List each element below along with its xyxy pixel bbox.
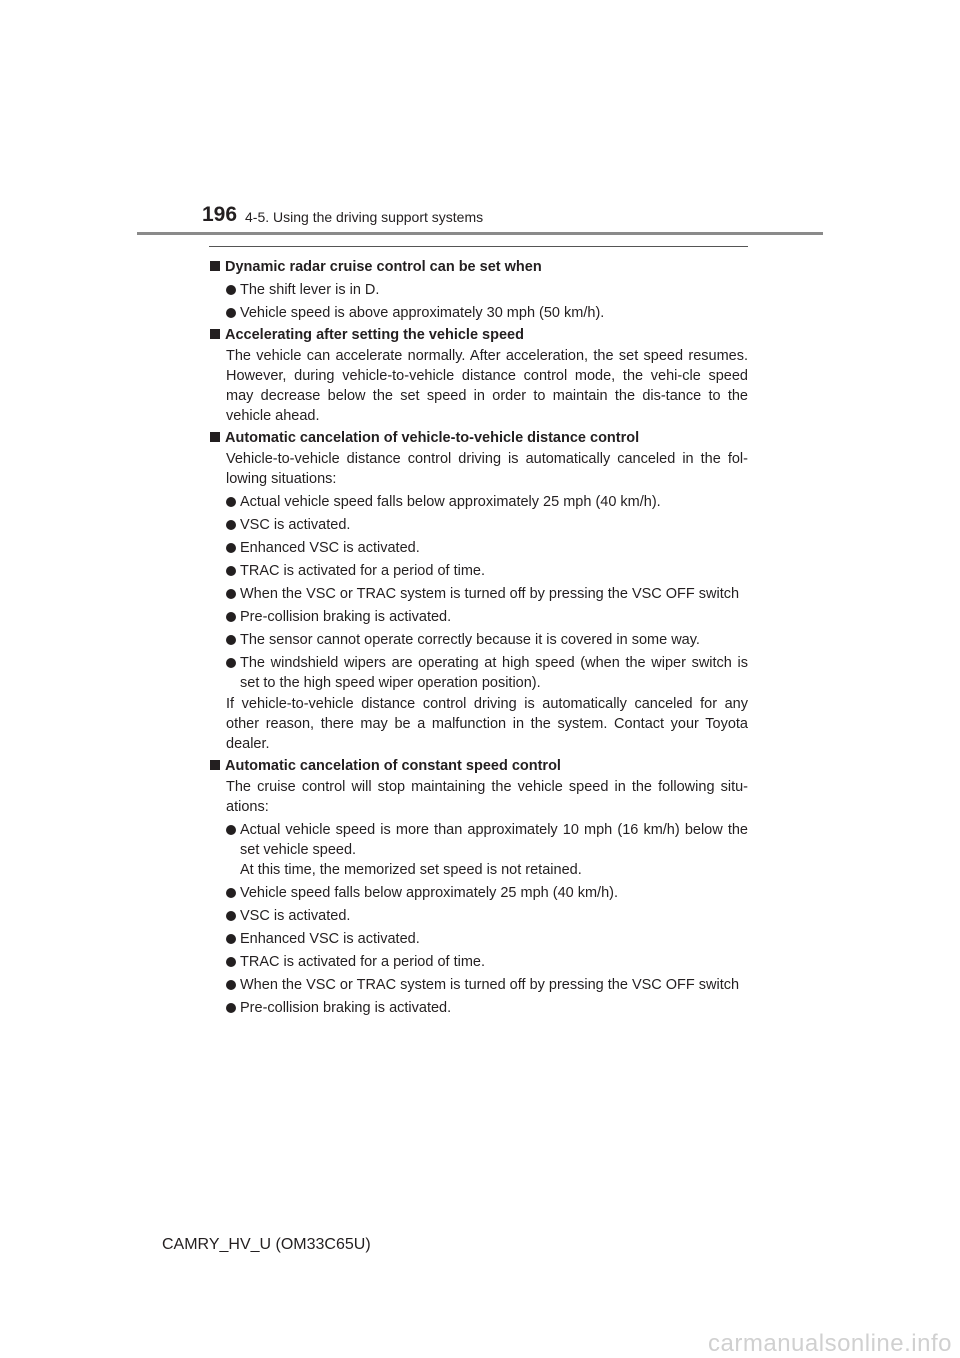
manual-content xyxy=(210,255,748,1020)
section-heading xyxy=(210,756,748,776)
list-item-text: TRAC is activated for a period of time. xyxy=(240,954,485,970)
square-bullet-icon xyxy=(210,261,220,271)
list-item-text: Enhanced VSC is activated. xyxy=(240,540,420,556)
round-bullet-icon xyxy=(226,934,236,944)
round-bullet-icon xyxy=(226,888,236,898)
list-item-text: Vehicle speed falls below approximately 25 mph (40 km/h). xyxy=(240,885,618,901)
bullet-list xyxy=(210,492,748,693)
list-item-text: The windshield wipers are operating at high speed (when the wiper switch is set to the high speed wiper operation position). xyxy=(240,655,748,691)
round-bullet-icon xyxy=(226,825,236,835)
section-heading xyxy=(210,257,748,277)
list-item-text: When the VSC or TRAC system is turned off by pressing the VSC OFF switch xyxy=(240,977,740,993)
watermark: carmanualsonline.info xyxy=(708,1330,952,1357)
section-heading xyxy=(210,428,748,448)
list-item xyxy=(210,929,748,949)
section-paragraph: The cruise control will stop maintaining the vehicle speed in the following situ-ations: xyxy=(226,779,748,815)
list-item xyxy=(210,820,748,880)
list-item xyxy=(210,998,748,1018)
section-heading-text: Automatic cancelation of vehicle-to-vehicle distance control xyxy=(225,430,640,446)
list-item xyxy=(210,630,748,650)
square-bullet-icon xyxy=(210,760,220,770)
section-paragraph: Vehicle-to-vehicle distance control driving is automatically canceled in the fol-lowing situations: xyxy=(226,451,748,487)
round-bullet-icon xyxy=(226,543,236,553)
document-code: CAMRY_HV_U (OM33C65U) xyxy=(162,1236,371,1253)
list-item-text: The sensor cannot operate correctly because it is covered in some way. xyxy=(240,632,700,648)
list-item xyxy=(210,538,748,558)
list-item xyxy=(210,607,748,627)
content-top-rule xyxy=(209,246,748,247)
section-paragraph: The vehicle can accelerate normally. After acceleration, the set speed resumes. However, during vehicle-to-vehicle distance control mode, the vehi-cle speed may decrease below the set speed in order to maintain the dis-tance to the vehicle ahead. xyxy=(226,348,748,424)
list-item-text: Vehicle speed is above approximately 30 mph (50 km/h). xyxy=(240,305,605,321)
section-note: If vehicle-to-vehicle distance control driving is automatically canceled for any other reason, there may be a malfunction in the system. Contact your Toyota dealer. xyxy=(226,696,748,752)
page-number: 196 xyxy=(202,203,238,226)
bullet-list xyxy=(210,820,748,1018)
section-heading-text: Dynamic radar cruise control can be set when xyxy=(225,259,542,275)
section-heading xyxy=(210,325,748,345)
list-item-text: Actual vehicle speed is more than approximately 10 mph (16 km/h) below the set vehicle speed. At this time, the memorized set speed is not retained. xyxy=(240,822,748,878)
header-rule xyxy=(137,232,823,235)
list-item-text: When the VSC or TRAC system is turned off by pressing the VSC OFF switch xyxy=(240,586,740,602)
list-item xyxy=(210,492,748,512)
list-item xyxy=(210,515,748,535)
list-item xyxy=(210,952,748,972)
list-item-text: VSC is activated. xyxy=(240,517,351,533)
section-heading-text: Accelerating after setting the vehicle speed xyxy=(225,327,524,343)
round-bullet-icon xyxy=(226,589,236,599)
round-bullet-icon xyxy=(226,612,236,622)
round-bullet-icon xyxy=(226,957,236,967)
round-bullet-icon xyxy=(226,497,236,507)
list-item-text: Pre-collision braking is activated. xyxy=(240,609,452,625)
list-item xyxy=(210,975,748,995)
round-bullet-icon xyxy=(226,658,236,668)
round-bullet-icon xyxy=(226,980,236,990)
round-bullet-icon xyxy=(226,285,236,295)
round-bullet-icon xyxy=(226,911,236,921)
round-bullet-icon xyxy=(226,520,236,530)
content-section xyxy=(210,756,748,1018)
square-bullet-icon xyxy=(210,329,220,339)
list-item xyxy=(210,584,748,604)
section-heading-text: Automatic cancelation of constant speed control xyxy=(225,758,561,774)
content-section xyxy=(210,257,748,323)
round-bullet-icon xyxy=(226,308,236,318)
list-item xyxy=(210,883,748,903)
content-section xyxy=(210,325,748,426)
list-item xyxy=(210,906,748,926)
list-item-text: Actual vehicle speed falls below approximately 25 mph (40 km/h). xyxy=(240,494,661,510)
list-item-text: Enhanced VSC is activated. xyxy=(240,931,420,947)
list-item xyxy=(210,303,748,323)
square-bullet-icon xyxy=(210,432,220,442)
list-item-text: The shift lever is in D. xyxy=(240,282,380,298)
page-header xyxy=(0,0,960,240)
list-item-text: VSC is activated. xyxy=(240,908,351,924)
list-item xyxy=(210,280,748,300)
list-item xyxy=(210,653,748,693)
list-item xyxy=(210,561,748,581)
round-bullet-icon xyxy=(226,1003,236,1013)
content-section xyxy=(210,428,748,754)
round-bullet-icon xyxy=(226,635,236,645)
round-bullet-icon xyxy=(226,566,236,576)
list-item-text: Pre-collision braking is activated. xyxy=(240,1000,452,1016)
bullet-list xyxy=(210,280,748,323)
list-item-text: TRAC is activated for a period of time. xyxy=(240,563,485,579)
section-title: 4-5. Using the driving support systems xyxy=(245,209,484,225)
